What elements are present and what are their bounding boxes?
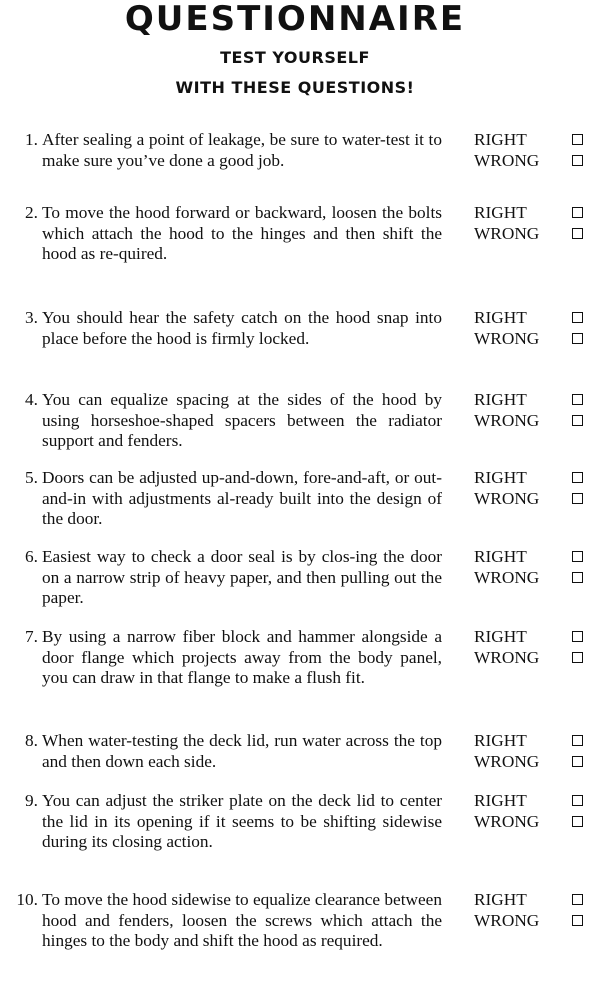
right-label: RIGHT bbox=[474, 890, 527, 909]
wrong-checkbox[interactable] bbox=[572, 415, 583, 426]
question-text: You can equalize spacing at the sides of the hood by using horseshoe-shaped spacers between the radiator support and fenders. bbox=[42, 390, 442, 451]
answer-wrong[interactable] bbox=[474, 648, 594, 669]
question-number: 8. bbox=[25, 731, 38, 750]
right-checkbox[interactable] bbox=[572, 631, 583, 642]
wrong-label: WRONG bbox=[474, 910, 540, 930]
wrong-label: WRONG bbox=[474, 488, 540, 508]
answer-right[interactable] bbox=[474, 203, 594, 224]
right-checkbox[interactable] bbox=[572, 894, 583, 905]
page-title: QUESTIONNAIRE bbox=[124, 0, 466, 39]
wrong-checkbox[interactable] bbox=[572, 816, 583, 827]
wrong-label: WRONG bbox=[474, 150, 540, 170]
answer-right[interactable] bbox=[474, 308, 594, 329]
answer-wrong[interactable] bbox=[474, 224, 594, 245]
wrong-label: WRONG bbox=[474, 223, 540, 243]
question-text: When water-testing the deck lid, run water across the top and then down each side. bbox=[42, 731, 442, 771]
question-text: Doors can be adjusted up-and-down, fore-and-aft, or out-and-in with adjustments al-ready built into the design of the door. bbox=[42, 468, 442, 529]
answer-right[interactable] bbox=[474, 627, 594, 648]
answer-options bbox=[474, 130, 594, 171]
answer-wrong[interactable] bbox=[474, 568, 594, 589]
answer-right[interactable] bbox=[474, 547, 594, 568]
right-checkbox[interactable] bbox=[572, 312, 583, 323]
wrong-checkbox[interactable] bbox=[572, 155, 583, 166]
subtitle-line-2: WITH THESE QUESTIONS! bbox=[175, 78, 415, 97]
answer-right[interactable] bbox=[474, 390, 594, 411]
answer-wrong[interactable] bbox=[474, 911, 594, 932]
question-text: Easiest way to check a door seal is by clos-ing the door on a narrow strip of heavy paper, and then pulling out the paper. bbox=[42, 547, 442, 608]
right-checkbox[interactable] bbox=[572, 394, 583, 405]
answer-right[interactable] bbox=[474, 791, 594, 812]
answer-wrong[interactable] bbox=[474, 329, 594, 350]
question-number: 1. bbox=[25, 130, 38, 149]
question-number: 9. bbox=[25, 791, 38, 810]
right-label: RIGHT bbox=[474, 468, 527, 487]
answer-options bbox=[474, 731, 594, 772]
answer-right[interactable] bbox=[474, 130, 594, 151]
wrong-checkbox[interactable] bbox=[572, 572, 583, 583]
wrong-label: WRONG bbox=[474, 751, 540, 771]
answer-right[interactable] bbox=[474, 468, 594, 489]
right-checkbox[interactable] bbox=[572, 551, 583, 562]
wrong-checkbox[interactable] bbox=[572, 228, 583, 239]
answer-options bbox=[474, 308, 594, 349]
wrong-checkbox[interactable] bbox=[572, 493, 583, 504]
right-label: RIGHT bbox=[474, 203, 527, 222]
question-number: 6. bbox=[25, 547, 38, 566]
question-number: 5. bbox=[25, 468, 38, 487]
question-text: You should hear the safety catch on the hood snap into place before the hood is firmly locked. bbox=[42, 308, 442, 348]
right-label: RIGHT bbox=[474, 791, 527, 810]
wrong-checkbox[interactable] bbox=[572, 652, 583, 663]
answer-right[interactable] bbox=[474, 890, 594, 911]
right-checkbox[interactable] bbox=[572, 735, 583, 746]
wrong-checkbox[interactable] bbox=[572, 915, 583, 926]
wrong-checkbox[interactable] bbox=[572, 756, 583, 767]
wrong-checkbox[interactable] bbox=[572, 333, 583, 344]
answer-wrong[interactable] bbox=[474, 812, 594, 833]
answer-options bbox=[474, 203, 594, 244]
answer-wrong[interactable] bbox=[474, 752, 594, 773]
wrong-label: WRONG bbox=[474, 410, 540, 430]
right-label: RIGHT bbox=[474, 731, 527, 750]
right-label: RIGHT bbox=[474, 390, 527, 409]
question-text: By using a narrow fiber block and hammer alongside a door flange which projects away from the body panel, you can draw in that flange to make a flush fit. bbox=[42, 627, 442, 688]
answer-wrong[interactable] bbox=[474, 411, 594, 432]
answer-options bbox=[474, 627, 594, 668]
right-label: RIGHT bbox=[474, 130, 527, 149]
right-label: RIGHT bbox=[474, 547, 527, 566]
wrong-label: WRONG bbox=[474, 811, 540, 831]
question-text: To move the hood sidewise to equalize clearance between hood and fenders, loosen the screws which attach the hinges to the body and shift the hood as required. bbox=[42, 890, 442, 951]
question-number: 10. bbox=[16, 890, 38, 909]
question-text: After sealing a point of leakage, be sure to water-test it to make sure you’ve done a good job. bbox=[42, 130, 442, 170]
right-checkbox[interactable] bbox=[572, 134, 583, 145]
right-checkbox[interactable] bbox=[572, 795, 583, 806]
right-checkbox[interactable] bbox=[572, 472, 583, 483]
answer-wrong[interactable] bbox=[474, 489, 594, 510]
wrong-label: WRONG bbox=[474, 567, 540, 587]
answer-options bbox=[474, 791, 594, 832]
wrong-label: WRONG bbox=[474, 647, 540, 667]
question-text: You can adjust the striker plate on the deck lid to center the lid in its opening if it seems to be shifting sidewise during its closing action. bbox=[42, 791, 442, 852]
subtitle-line-1: TEST YOURSELF bbox=[220, 48, 370, 67]
wrong-label: WRONG bbox=[474, 328, 540, 348]
answer-right[interactable] bbox=[474, 731, 594, 752]
answer-options bbox=[474, 547, 594, 588]
question-number: 4. bbox=[25, 390, 38, 409]
question-number: 7. bbox=[25, 627, 38, 646]
question-number: 3. bbox=[25, 308, 38, 327]
right-label: RIGHT bbox=[474, 627, 527, 646]
answer-wrong[interactable] bbox=[474, 151, 594, 172]
question-text: To move the hood forward or backward, loosen the bolts which attach the hood to the hinges and then shift the hood as re-quired. bbox=[42, 203, 442, 264]
answer-options bbox=[474, 390, 594, 431]
question-number: 2. bbox=[25, 203, 38, 222]
right-label: RIGHT bbox=[474, 308, 527, 327]
answer-options bbox=[474, 890, 594, 931]
right-checkbox[interactable] bbox=[572, 207, 583, 218]
answer-options bbox=[474, 468, 594, 509]
